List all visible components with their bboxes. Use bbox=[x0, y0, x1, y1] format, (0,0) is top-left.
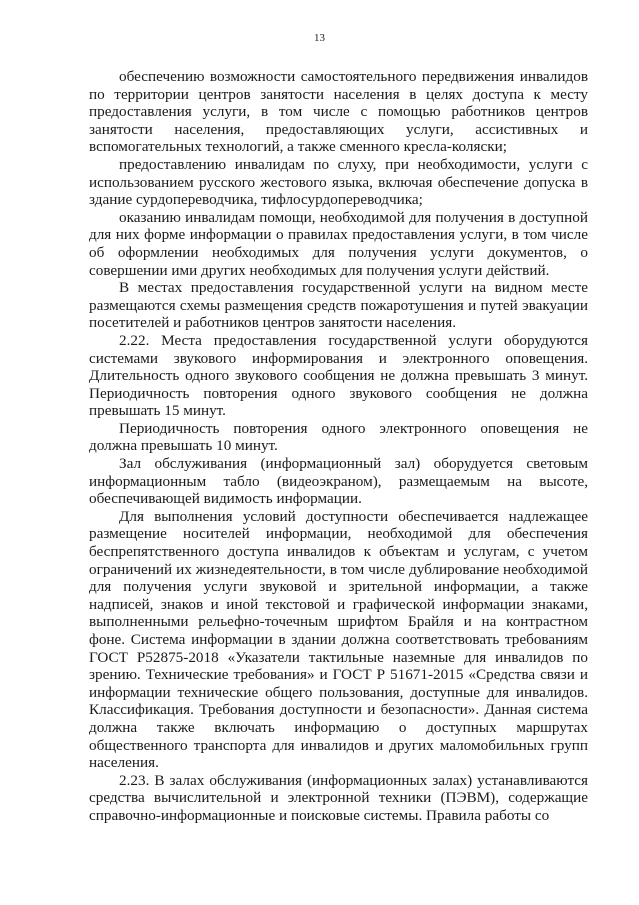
document-body bbox=[89, 68, 588, 825]
page-number: 13 bbox=[314, 32, 325, 44]
paragraph-mobility-assistance: обеспечению возможности самостоятельного передвижения инвалидов по территории центров занятости населения в целях доступа к месту предоставления услуги, в том числе с помощью работников центров занятости населения, предоставляющих услуги, ассистивных и вспомогательных технологий, а также сменного кресла-коляски; bbox=[89, 68, 588, 156]
paragraph-electronic-alert-period: Периодичность повторения одного электронного оповещения не должна превышать 10 минут. bbox=[89, 419, 588, 455]
paragraph-section-2-23: 2.23. В залах обслуживания (информационных залах) устанавливаются средства вычислительной и электронной техники (ПЭВМ), содержащие справочно-информационные и поисковые системы. Правила работы со bbox=[89, 771, 588, 824]
paragraph-information-help: оказанию инвалидам помощи, необходимой для получения в доступной для них форме информации о правилах предоставления услуги, в том числе об оформлении необходимых для получения услуги документов, о совершении ими других необходимых для получения услуги действий. bbox=[89, 208, 588, 279]
paragraph-evacuation-schemes: В местах предоставления государственной услуги на видном месте размещаются схемы размещения средств пожаротушения и путей эвакуации посетителей и работников центров занятости населения. bbox=[89, 279, 588, 332]
paragraph-accessibility-conditions: Для выполнения условий доступности обеспечивается надлежащее размещение носителей информации, необходимой для обеспечения беспрепятственного доступа инвалидов к объектам и услугам, с учетом ограничений их жизнедеятельности, в том числе дублирование необходимой для получения услуги звуковой и зрительной информации, а также надписей, знаков и иной текстовой и графической информации знаками, выполненными рельефно-точечным шрифтом Брайля и на контрастном фоне. Система информации в здании должна соответствовать требованиям ГОСТ Р52875-2018 «Указатели тактильные наземные для инвалидов по зрению. Технические требования» и ГОСТ Р 51671-2015 «Средства связи и информации технические общего пользования, доступные для инвалидов. Классификация. Требования доступности и безопасности». Данная система должна также включать информацию о доступных маршрутах общественного транспорта для инвалидов и других маломобильных групп населения. bbox=[89, 507, 588, 772]
paragraph-sign-language: предоставлению инвалидам по слуху, при необходимости, услуги с использованием русского жестового языка, включая обеспечение допуска в здание сурдопереводчика, тифлосурдопереводчика; bbox=[89, 155, 588, 209]
paragraph-section-2-22: 2.22. Места предоставления государственной услуги оборудуются системами звукового информирования и электронного оповещения. Длительность одного звукового сообщения не должна превышать 3 минут. Периодичность повторения одного звукового сообщения не должна превышать 15 минут. bbox=[89, 331, 588, 420]
paragraph-information-board: Зал обслуживания (информационный зал) оборудуется световым информационным табло (видеоэкраном), размещаемым на высоте, обеспечивающей видимость информации. bbox=[89, 455, 588, 508]
